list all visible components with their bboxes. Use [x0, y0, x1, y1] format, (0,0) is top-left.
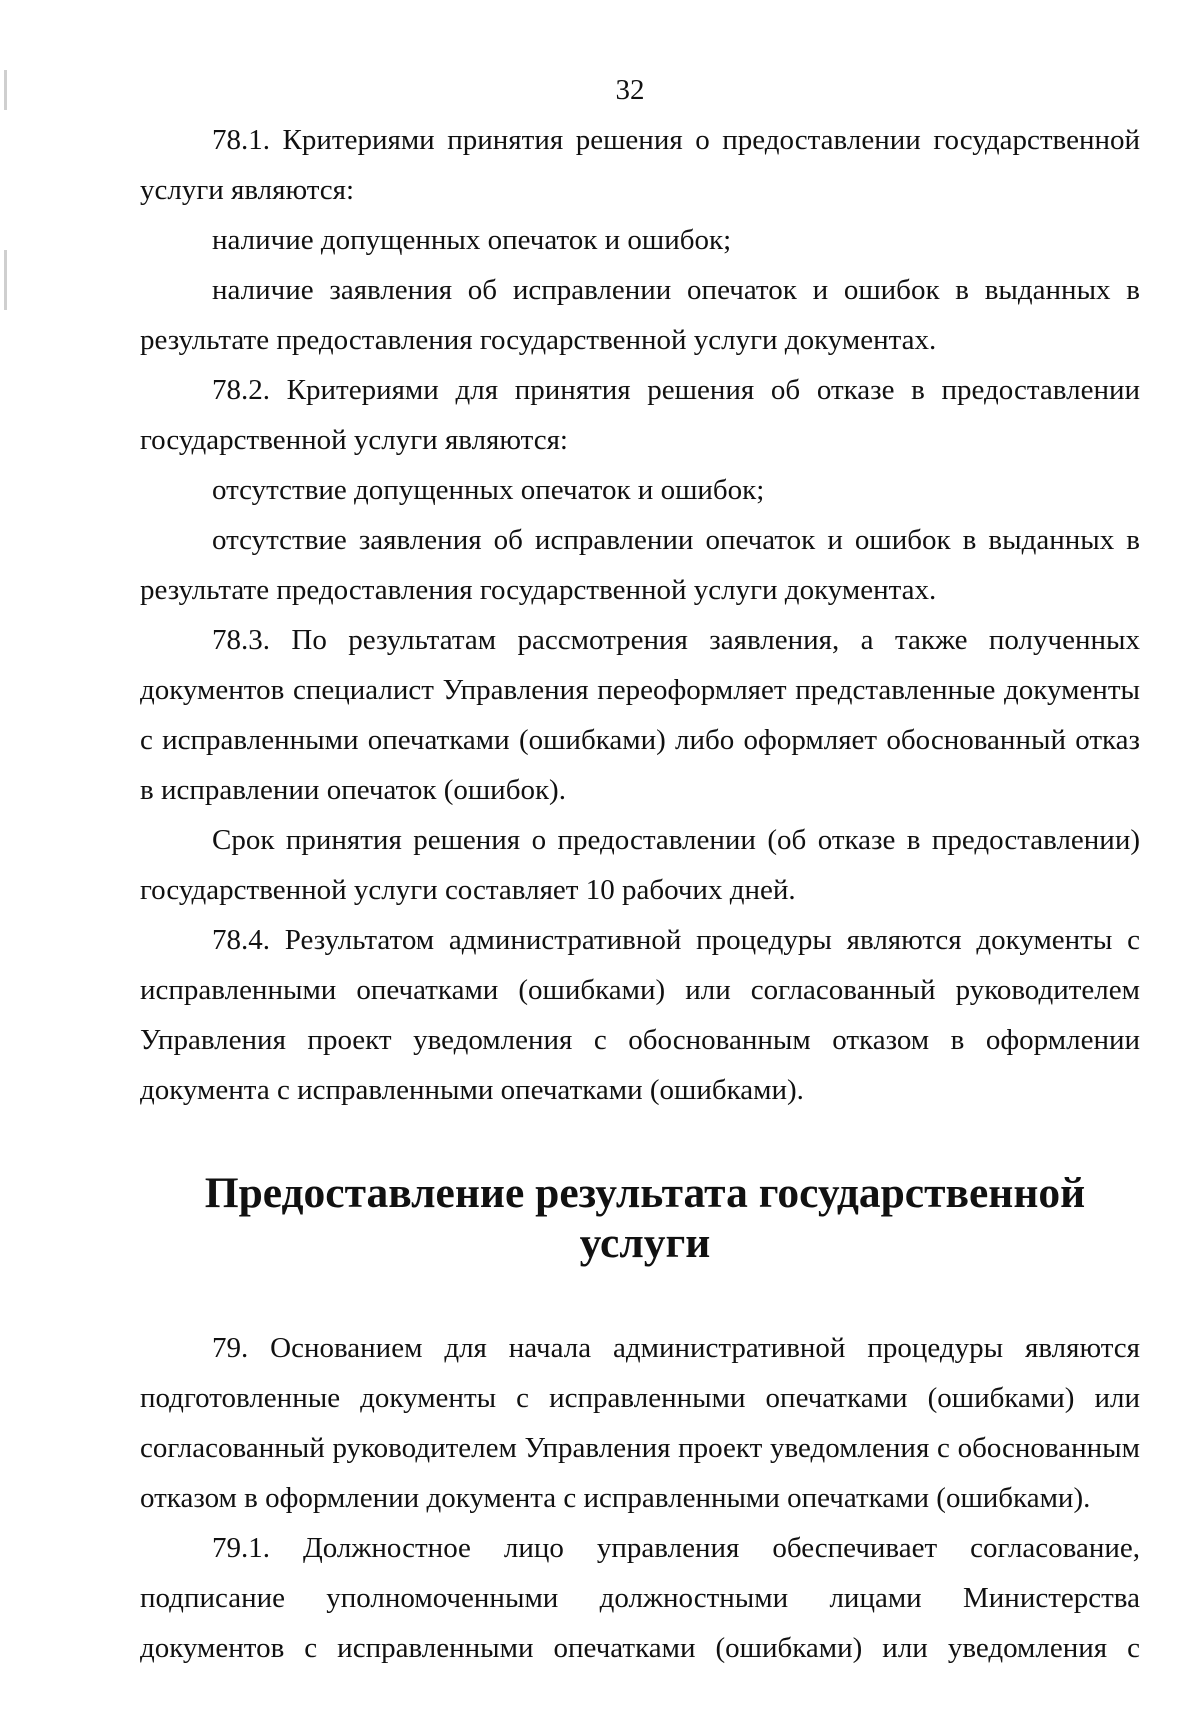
paragraph-78-2: 78.2. Критериями для принятия решения об отказе в предоставлении государственной услуги являются: — [140, 374, 1140, 456]
paragraph-criteria-item: отсутствие допущенных опечаток и ошибок; — [212, 474, 765, 506]
paragraph-deadline: Срок принятия решения о предоставлении (об отказе в предоставлении) государственной услуги составляет 10 рабочих дней. — [140, 824, 1140, 906]
paragraph-criteria-item: наличие допущенных опечаток и ошибок; — [212, 224, 732, 256]
page-number: 32 — [615, 74, 645, 106]
paragraph-79-1: 79.1. Должностное лицо управления обеспечивает согласование, подписание уполномоченными должностными лицами Министерства документов с исправленными опечатками (ошибками) или уведомления с — [140, 1532, 1140, 1664]
paragraph-78-4: 78.4. Результатом административной процедуры являются документы с исправленными опечатками (ошибками) или согласованный руководителем Управления проект уведомления с обоснованным отказом в оформлении документа с исправленными опечатками (ошибками). — [140, 924, 1140, 1106]
paragraph-criteria-item: отсутствие заявления об исправлении опечаток и ошибок в выданных в результате предоставления государственной услуги документах. — [140, 524, 1140, 606]
section-heading: Предоставление результата государственной услуги — [204, 1169, 1086, 1267]
document-body — [140, 115, 1140, 1673]
scan-edge-mark — [4, 250, 7, 310]
paragraph-78-1: 78.1. Критериями принятия решения о предоставлении государственной услуги являются: — [140, 124, 1140, 206]
paragraph-79: 79. Основанием для начала административной процедуры являются подготовленные документы с исправленными опечатками (ошибками) или согласованный руководителем Управления проект уведомления с обоснованным отказом в оформлении документа с исправленными опечатками (ошибками). — [140, 1332, 1140, 1514]
paragraph-78-3: 78.3. По результатам рассмотрения заявления, а также полученных документов специалист Управления переоформляет представленные документы с исправленными опечатками (ошибками) либо оформляет обоснованный отказ в исправлении опечаток (ошибок). — [140, 624, 1140, 806]
paragraph-criteria-item: наличие заявления об исправлении опечаток и ошибок в выданных в результате предоставления государственной услуги документах. — [140, 274, 1140, 356]
